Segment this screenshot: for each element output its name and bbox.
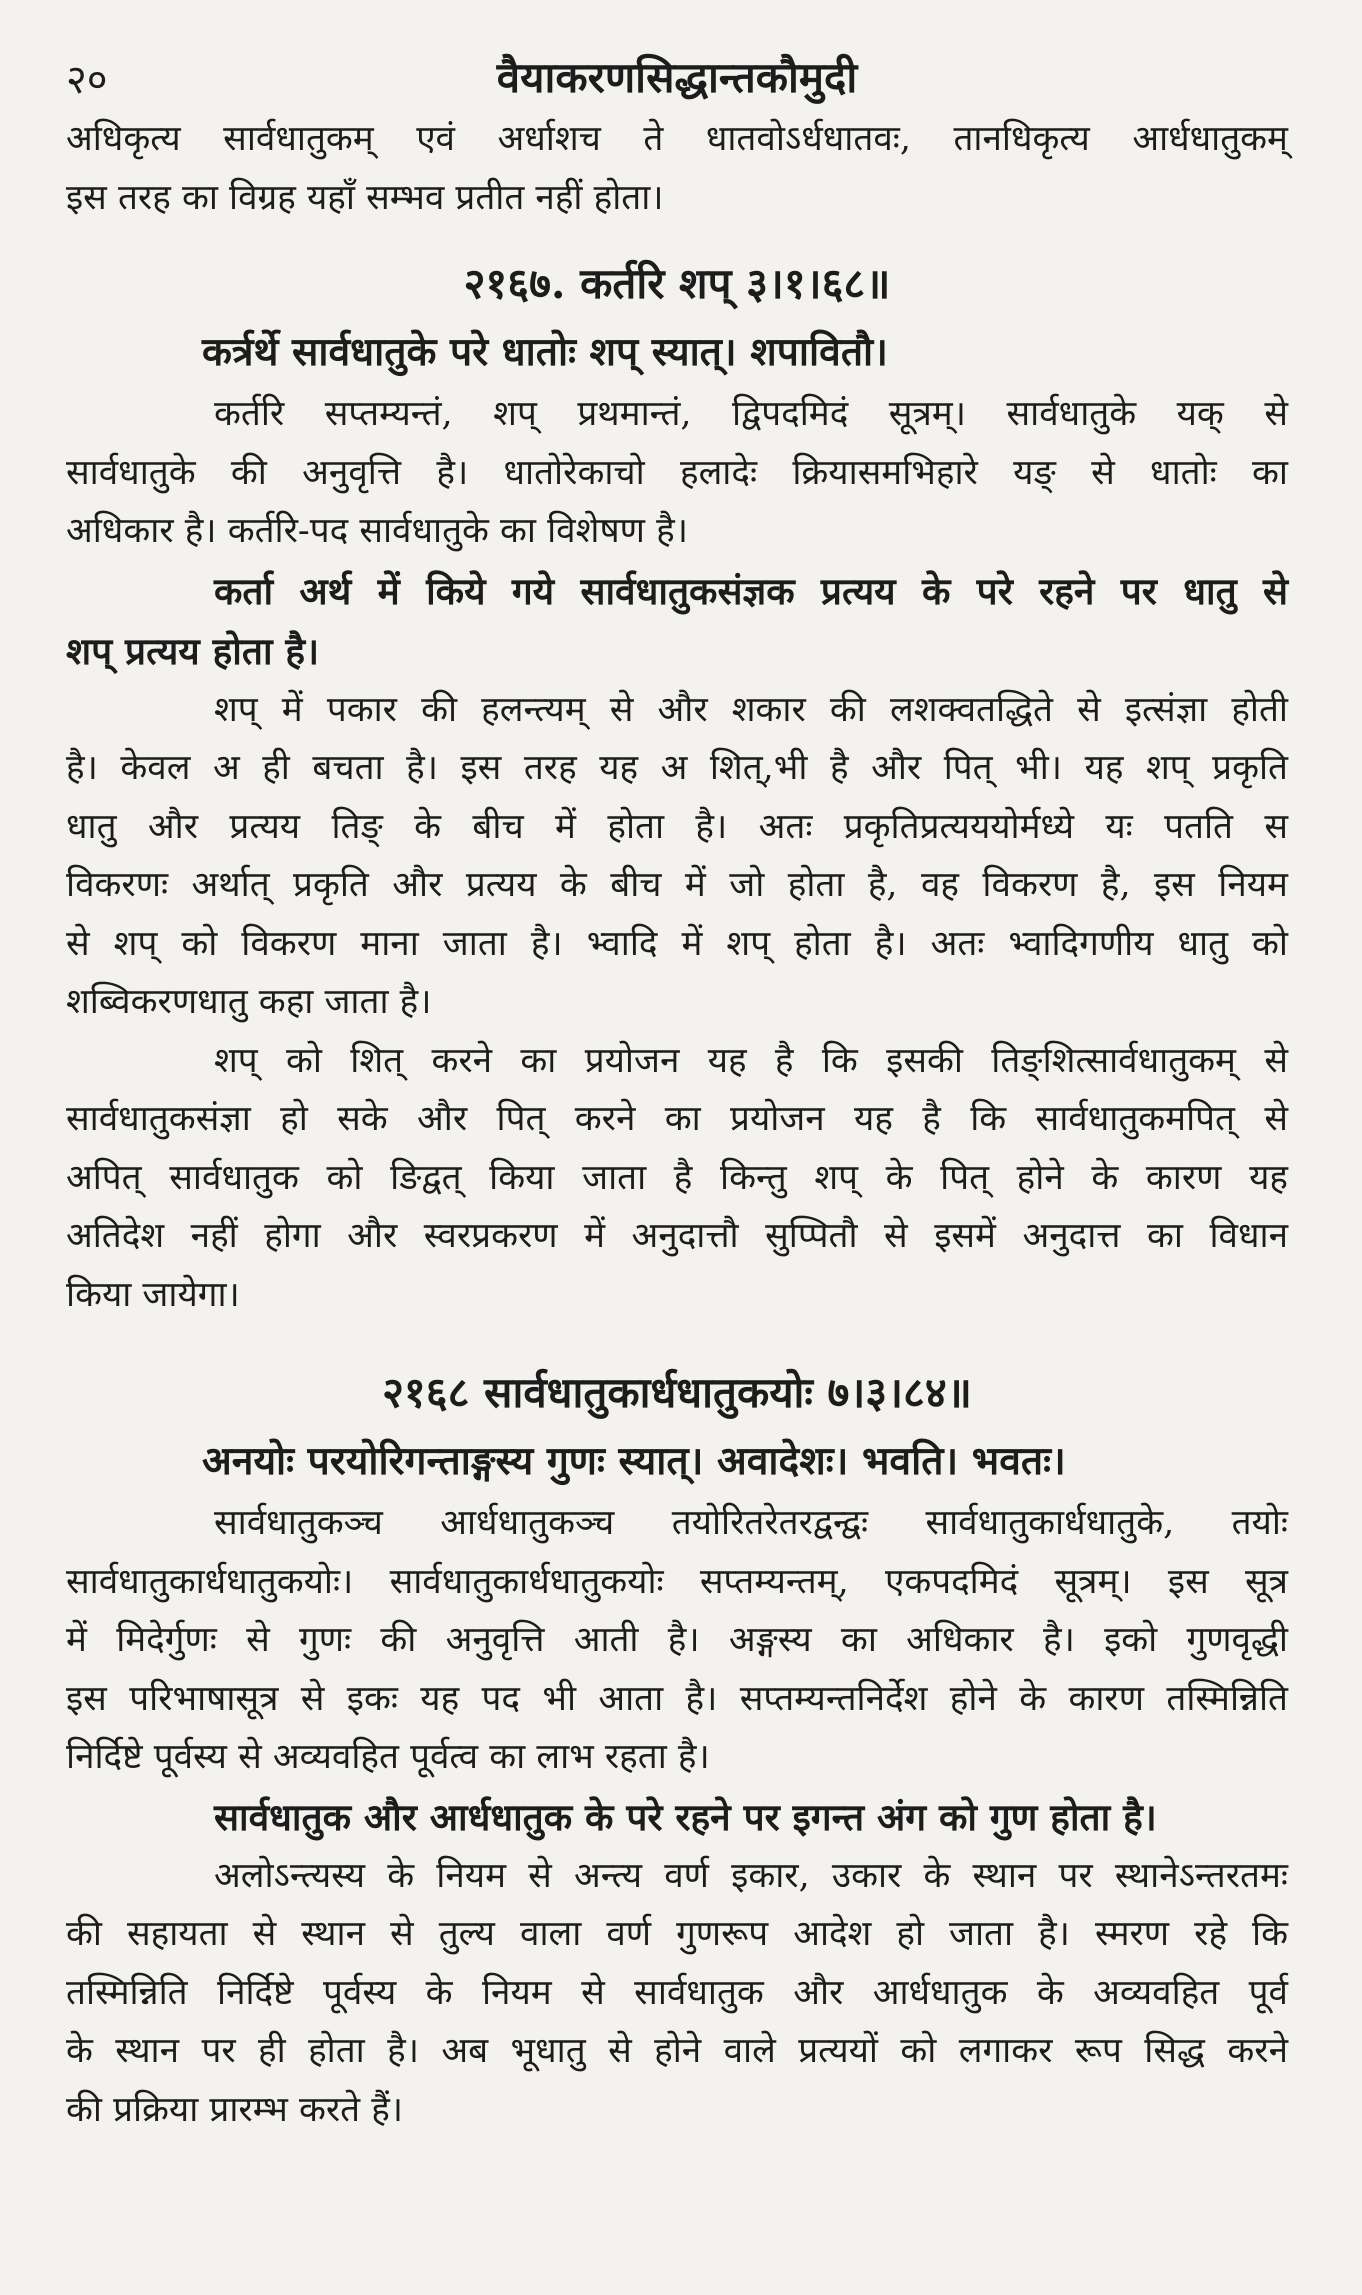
text-line: सार्वधातुके की अनुवृत्ति है। धातोरेकाचो हलादेः क्रियासमभिहारे यङ् से धातोः का [66,452,1288,493]
text-line: विकरणः अर्थात् प्रकृति और प्रत्यय के बीच में जो होता है, वह विकरण है, इस नियम [66,865,1288,905]
page-number: २० [66,57,108,103]
text-line: अलोऽन्त्यस्य के नियम से अन्त्य वर्ण इकार, उकार के स्थान पर स्थानेऽन्तरतमः [214,1855,1288,1896]
explanation-paragraph [66,681,1288,1032]
text-line: इस परिभाषासूत्र से इकः यह पद भी आता है। सप्तम्यन्तनिर्देश होने के कारण तस्मिन्निति [66,1678,1288,1719]
running-title: वैयाकरणसिद्धान्तकौमुदी [496,53,858,102]
sutra-heading: २१६७. कर्तरि शप् ३।१।६८॥ [463,259,891,308]
text-line: अधिकार है। कर्तरि-पद सार्वधातुके का विशेषण है। [66,511,688,551]
sutra-vrtti: कर्त्रर्थे सार्वधातुके परे धातोः शप् स्यात्। शपावितौ। [202,329,888,375]
explanation-paragraph [66,1494,1288,1787]
text-line: कर्तरि सप्तम्यन्तं, शप् प्रथमान्तं, द्विपदमिदं सूत्रम्। सार्वधातुके यक् से [214,394,1288,434]
text-line: से शप् को विकरण माना जाता है। भ्वादि में शप् होता है। अतः भ्वादिगणीय धातु को [66,923,1288,964]
text-line: में मिदेर्गुणः से गुणः की अनुवृत्ति आती है। अङ्गस्य का अधिकार है। इको गुणवृद्धी [66,1620,1288,1660]
text-line: सार्वधातुक और आर्धधातुक के परे रहने पर इगन्त अंग को गुण होता है। [214,1794,1157,1839]
intro-paragraph [66,110,1288,227]
text-line: इस तरह का विग्रह यहाँ सम्भव प्रतीत नहीं होता। [66,177,664,218]
meaning-paragraph [66,561,1288,681]
text-line: शप् में पकार की हलन्त्यम् से और शकार की लशक्वतद्धिते से इत्संज्ञा होती [214,689,1288,730]
explanation-paragraph [66,1847,1288,2140]
text-line: सार्वधातुकञ्च आर्धधातुकञ्च तयोरितरेतरद्वन्द्वः सार्वधातुकार्धधातुके, तयोः [214,1503,1288,1543]
text-line: है। केवल अ ही बचता है। इस तरह यह अ शित्,भी है और पित् भी। यह शप् प्रकृति [66,748,1288,788]
text-line: के स्थान पर ही होता है। अब भूधातु से होने वाले प्रत्ययों को लगाकर रूप सिद्ध करने [66,2031,1288,2071]
text-line: की सहायता से स्थान से तुल्य वाला वर्ण गुणरूप आदेश हो जाता है। स्मरण रहे कि [66,1914,1288,1954]
text-line: अतिदेश नहीं होगा और स्वरप्रकरण में अनुदात्तौ सुप्पितौ से इसमें अनुदात्त का विधान [66,1216,1288,1256]
text-line: कर्ता अर्थ में किये गये सार्वधातुकसंज्ञक प्रत्यय के परे रहने पर धातु से [214,568,1288,613]
text-line: शप् को शित् करने का प्रयोजन यह है कि इसकी तिङ्शित्सार्वधातुकम् से [214,1040,1288,1081]
text-line: धातु और प्रत्यय तिङ् के बीच में होता है। अतः प्रकृतिप्रत्यययोर्मध्ये यः पतति स [66,806,1288,847]
text-line: तस्मिन्निति निर्दिष्टे पूर्वस्य के नियम से सार्वधातुक और आर्धधातुक के अव्यवहित पूर्व [66,1972,1288,2013]
text-line: शब्विकरणधातु कहा जाता है। [66,982,432,1022]
text-line: सार्वधातुकार्धधातुकयोः। सार्वधातुकार्धधातुकयोः सप्तम्यन्तम्, एकपदमिदं सूत्रम्। इस सूत्र [66,1561,1288,1602]
sutra-vrtti: अनयोः परयोरिगन्ताङ्गस्य गुणः स्यात्। अवादेशः। भवति। भवतः। [202,1438,1066,1484]
meaning-paragraph [66,1787,1288,1847]
text-line: किया जायेगा। [66,1274,240,1315]
sutra-heading: २१६८ सार्वधातुकार्धधातुकयोः ७।३।८४॥ [382,1368,972,1417]
text-line: की प्रक्रिया प्रारम्भ करते हैं। [66,2089,404,2130]
text-line: शप् प्रत्यय होता है। [66,628,320,673]
explanation-paragraph [66,385,1288,561]
explanation-paragraph [66,1032,1288,1325]
text-line: निर्दिष्टे पूर्वस्य से अव्यवहित पूर्वत्व का लाभ रहता है। [66,1737,710,1777]
text-line: अपित् सार्वधातुक को ङिद्वत् किया जाता है किन्तु शप् के पित् होने के कारण यह [66,1157,1288,1198]
text-line: सार्वधातुकसंज्ञा हो सके और पित् करने का प्रयोजन यह है कि सार्वधातुकमपित् से [66,1099,1288,1139]
text-line: अधिकृत्य सार्वधातुकम् एवं अर्धाशच ते धातवोऽर्धधातवः, तानधिकृत्य आर्धधातुकम् [66,119,1288,159]
page-header [66,30,1288,110]
